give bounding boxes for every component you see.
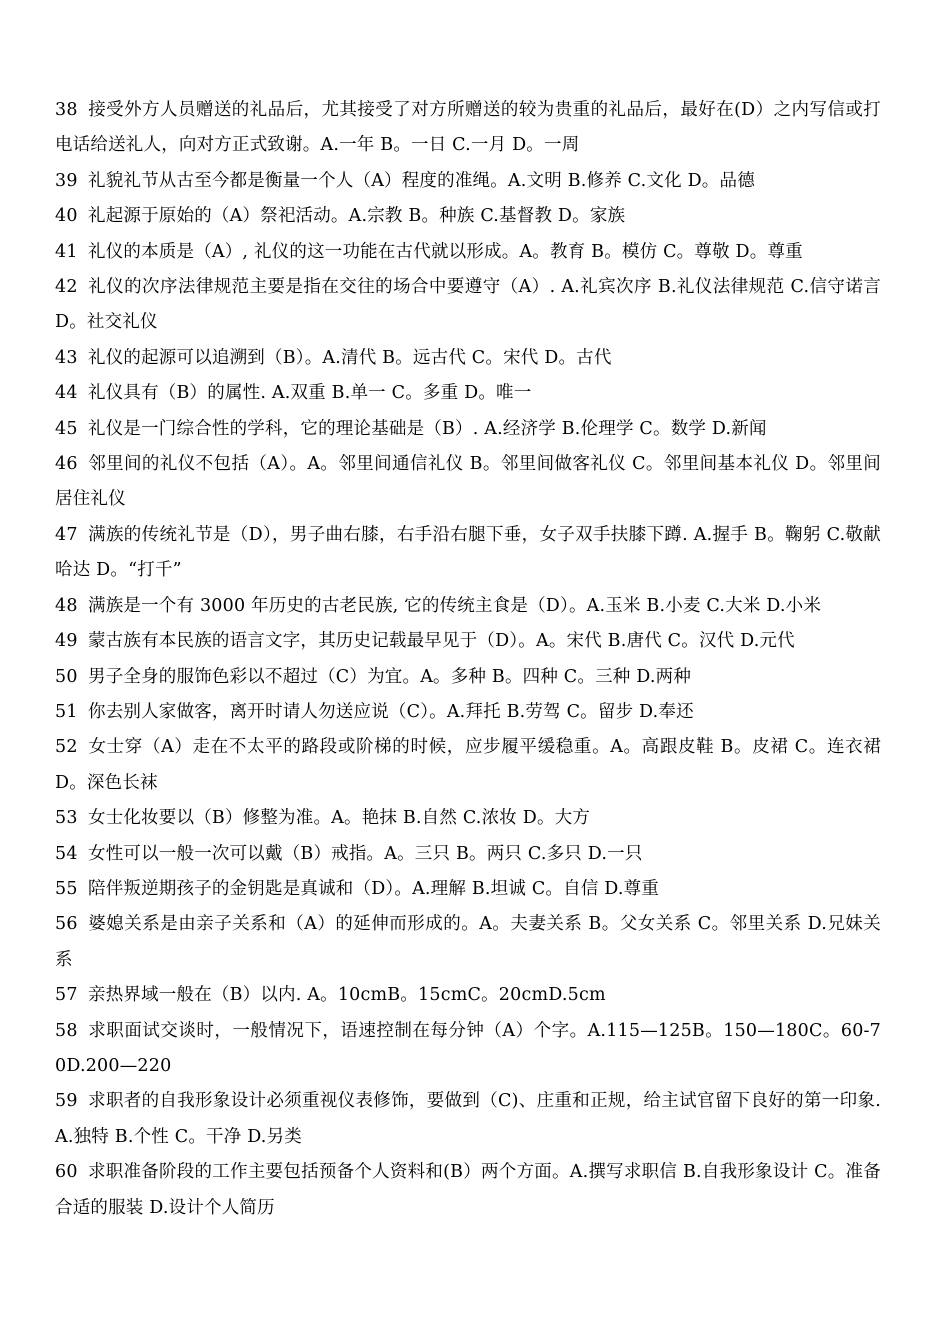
question-text: 男子全身的服饰色彩以不超过（C）为宜。A。多种 B。四种 C。三种 D.两种 xyxy=(88,666,692,687)
question-item xyxy=(55,235,881,270)
question-item xyxy=(55,199,881,234)
question-item xyxy=(55,1155,881,1226)
question-item xyxy=(55,1084,881,1155)
question-item xyxy=(55,695,881,730)
question-number: 43 xyxy=(55,347,78,368)
question-item xyxy=(55,341,881,376)
question-number: 39 xyxy=(55,170,78,191)
question-item xyxy=(55,270,881,341)
question-number: 59 xyxy=(55,1091,78,1112)
question-item xyxy=(55,518,881,589)
question-item xyxy=(55,907,881,978)
question-number: 54 xyxy=(55,843,78,864)
question-text: 陪伴叛逆期孩子的金钥匙是真诚和（D）。A.理解 B.坦诚 C。自信 D.尊重 xyxy=(88,878,660,899)
question-number: 48 xyxy=(55,595,78,616)
question-number: 58 xyxy=(55,1020,78,1041)
question-text: 求职者的自我形象设计必须重视仪表修饰，要做到（C)、庄重和正规，给主试官留下良好的第一印象. A.独特 B.个性 C。干净 D.另类 xyxy=(55,1091,881,1147)
question-item xyxy=(55,412,881,447)
question-item xyxy=(55,872,881,907)
question-number: 53 xyxy=(55,808,78,829)
question-text: 你去别人家做客，离开时请人勿送应说（C）。A.拜托 B.劳驾 C。留步 D.奉还 xyxy=(88,701,694,722)
question-number: 50 xyxy=(55,666,78,687)
question-text: 女性可以一般一次可以戴（B）戒指。A。三只 B。两只 C.多只 D.一只 xyxy=(88,843,643,864)
question-number: 52 xyxy=(55,737,78,758)
question-item xyxy=(55,837,881,872)
question-item xyxy=(55,801,881,836)
question-text: 求职面试交谈时，一般情况下，语速控制在每分钟（A）个字。A.115—125B。150—180C。60-70D.200—220 xyxy=(55,1020,881,1076)
question-item xyxy=(55,93,881,164)
question-text: 求职准备阶段的工作主要包括预备个人资料和(B）两个方面。A.撰写求职信 B.自我形象设计 C。准备合适的服装 D.设计个人简历 xyxy=(55,1162,881,1218)
question-text: 满族是一个有 3000 年历史的古老民族, 它的传统主食是（D）。A.玉米 B.小麦 C.大米 D.小米 xyxy=(88,595,822,616)
question-item xyxy=(55,164,881,199)
question-number: 49 xyxy=(55,631,78,652)
question-number: 57 xyxy=(55,985,78,1006)
question-text: 礼仪的次序法律规范主要是指在交往的场合中要遵守（A）. A.礼宾次序 B.礼仪法律规范 C.信守诺言 D。社交礼仪 xyxy=(55,277,881,333)
question-text: 亲热界域一般在（B）以内. A。10cmB。15cmC。20cmD.5cm xyxy=(88,985,606,1006)
question-text: 婆媳关系是由亲子关系和（A）的延伸而形成的。A。夫妻关系 B。父女关系 C。邻里关系 D.兄妹关系 xyxy=(55,914,881,970)
question-number: 45 xyxy=(55,418,78,439)
question-text: 礼起源于原始的（A）祭祀活动。A.宗教 B。种族 C.基督教 D。家族 xyxy=(88,206,626,227)
question-item xyxy=(55,730,881,801)
question-text: 邻里间的礼仪不包括（A）。A。邻里间通信礼仪 B。邻里间做客礼仪 C。邻里间基本礼仪 D。邻里间居住礼仪 xyxy=(55,454,881,510)
question-text: 接受外方人员赠送的礼品后，尤其接受了对方所赠送的较为贵重的礼品后，最好在(D）之内写信或打电话给送礼人，向对方正式致谢。A.一年 B。一日 C.一月 D。一周 xyxy=(55,100,881,156)
question-number: 44 xyxy=(55,383,78,404)
question-text: 礼仪是一门综合性的学科，它的理论基础是（B）. A.经济学 B.伦理学 C。数学 D.新闻 xyxy=(88,418,767,439)
question-number: 41 xyxy=(55,241,78,262)
question-number: 42 xyxy=(55,277,78,298)
question-number: 51 xyxy=(55,701,78,722)
question-number: 47 xyxy=(55,524,78,545)
question-number: 38 xyxy=(55,100,78,120)
question-text: 礼仪的起源可以追溯到（B）。A.清代 B。远古代 C。宋代 D。古代 xyxy=(88,347,612,368)
question-number: 56 xyxy=(55,914,78,935)
question-number: 55 xyxy=(55,878,78,899)
question-number: 40 xyxy=(55,206,78,227)
question-item xyxy=(55,660,881,695)
question-text: 满族的传统礼节是（D），男子曲右膝，右手沿右腿下垂，女子双手扶膝下蹲. A.握手 B。鞠躬 C.敬献哈达 D。“打千” xyxy=(55,524,881,581)
question-item xyxy=(55,624,881,659)
question-item xyxy=(55,589,881,624)
document-body xyxy=(55,93,881,1226)
question-item xyxy=(55,978,881,1013)
question-text: 礼仪的本质是（A）, 礼仪的这一功能在古代就以形成。A。教育 B。模仿 C。尊敬 D。尊重 xyxy=(88,241,803,262)
question-item xyxy=(55,376,881,411)
question-item xyxy=(55,1014,881,1085)
question-text: 女士化妆要以（B）修整为准。A。艳抹 B.自然 C.浓妆 D。大方 xyxy=(88,808,591,829)
question-number: 46 xyxy=(55,454,78,475)
question-text: 礼貌礼节从古至今都是衡量一个人（A）程度的准绳。A.文明 B.修养 C.文化 D。品德 xyxy=(88,170,755,191)
question-text: 女士穿（A）走在不太平的路段或阶梯的时候，应步履平缓稳重。A。高跟皮鞋 B。皮裙 C。连衣裙 D。深色长袜 xyxy=(55,737,881,793)
question-text: 礼仪具有（B）的属性. A.双重 B.单一 C。多重 D。唯一 xyxy=(88,383,532,404)
question-text: 蒙古族有本民族的语言文字，其历史记载最早见于（D）。A。宋代 B.唐代 C。汉代 D.元代 xyxy=(88,631,795,652)
question-number: 60 xyxy=(55,1162,78,1183)
question-item xyxy=(55,447,881,518)
